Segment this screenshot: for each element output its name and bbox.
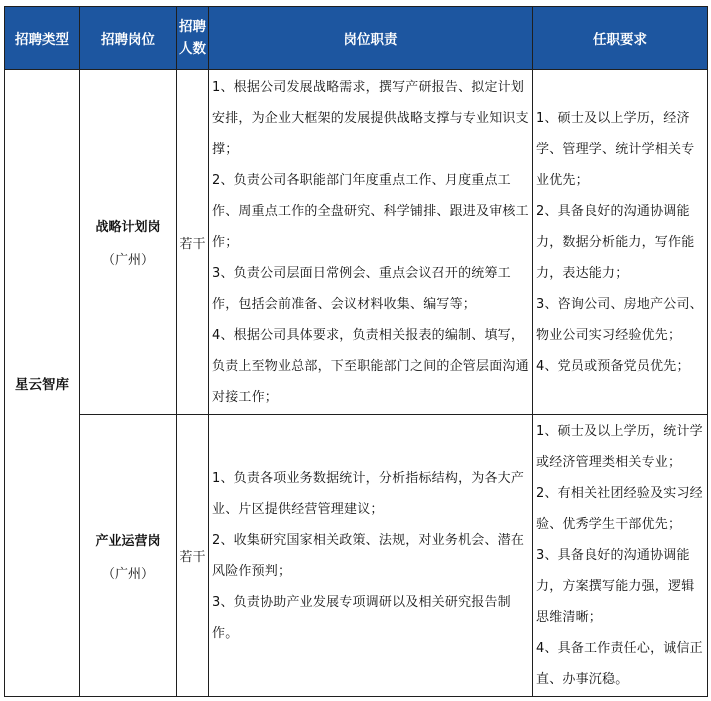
duty-item: 3、负责协助产业发展专项调研以及相关研究报告制作。 — [212, 594, 511, 641]
requirement-item: 3、咨询公司、房地产公司、物业公司实习经验优先； — [536, 296, 703, 343]
position-title: 产业运营岗 — [95, 533, 161, 549]
position-location: （广州） — [101, 253, 154, 268]
duties-cell — [209, 70, 533, 415]
count-cell: 若干 — [177, 70, 209, 415]
header-row — [5, 7, 708, 70]
requirements-cell — [533, 415, 708, 697]
header-type: 招聘类型 — [5, 7, 80, 70]
position-cell — [80, 415, 177, 697]
header-count — [177, 7, 209, 70]
duty-item: 2、收集研究国家相关政策、法规，对业务机会、潜在风险作预判； — [212, 532, 525, 579]
table-row — [5, 415, 708, 697]
header-requirements: 任职要求 — [533, 7, 708, 70]
duty-item: 1、根据公司发展战略需求，撰写产研报告、拟定计划安排，为企业大框架的发展提供战略支撑与专业知识支撑； — [212, 79, 529, 157]
position-title: 战略计划岗 — [95, 220, 161, 235]
requirement-item: 4、具备工作责任心，诚信正直、办事沉稳。 — [536, 641, 703, 687]
duty-item: 4、根据公司具体要求，负责相关报表的编制、填写，负责上至物业总部，下至职能部门之间的企管层面沟通对接工作； — [212, 327, 529, 405]
requirement-item: 2、具备良好的沟通协调能力，数据分析能力，写作能力，表达能力； — [536, 203, 695, 281]
header-count-line1: 招聘 — [179, 19, 206, 35]
header-count-line2: 人数 — [179, 41, 206, 57]
duty-item: 3、负责公司层面日常例会、重点会议召开的统筹工作，包括会前准备、会议材料收集、编写等； — [212, 265, 511, 312]
requirement-item: 1、硕士及以上学历，经济学、管理学、统计学相关专业优先； — [536, 110, 695, 188]
position-cell — [80, 70, 177, 415]
header-duties: 岗位职责 — [209, 7, 533, 70]
requirements-cell — [533, 70, 708, 415]
recruitment-table — [4, 6, 708, 697]
category-cell: 星云智库 — [5, 70, 80, 697]
requirement-item: 1、硕士及以上学历，统计学或经济管理类相关专业； — [536, 424, 703, 470]
duty-item: 2、负责公司各职能部门年度重点工作、月度重点工作、周重点工作的全盘研究、科学铺排、跟进及审核工作； — [212, 172, 529, 250]
duty-item: 1、负责各项业务数据统计，分析指标结构，为各大产业、片区提供经营管理建议； — [212, 470, 525, 517]
table-row — [5, 70, 708, 415]
duties-cell — [209, 415, 533, 697]
requirement-item: 4、党员或预备党员优先； — [536, 358, 690, 374]
header-position: 招聘岗位 — [80, 7, 177, 70]
requirement-item: 3、具备良好的沟通协调能力，方案撰写能力强，逻辑思维清晰； — [536, 548, 695, 625]
requirement-item: 2、有相关社团经验及实习经验、优秀学生干部优先； — [536, 486, 703, 532]
position-location: （广州） — [101, 566, 154, 582]
count-cell: 若干 — [177, 415, 209, 697]
